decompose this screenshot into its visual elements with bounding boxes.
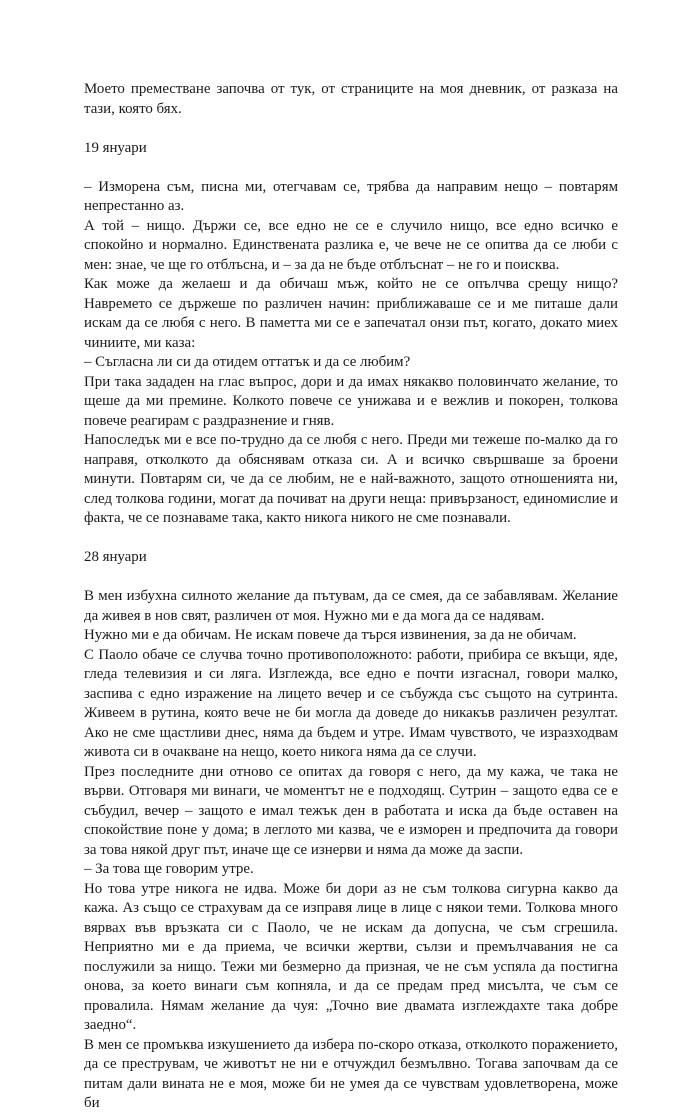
paragraph: В мен избухна силното желание да пътувам, да се смея, да се забавлявам. Желание да живея в нов свят, различен от моя. Нужно ми е да мога да се надявам. <box>84 588 618 624</box>
paragraph: А той – нищо. Държи се, все едно не се е случило нищо, все едно всичко е спокойно и нормално. Единствената разлика е, че вече не се опитва да се люби с мен: знае, че ще го отблъсна, и – за да не бъде отблъснат – не го и поисква. <box>84 217 618 273</box>
entry-date: 28 януари <box>84 549 147 565</box>
paragraph: Как може да желаеш и да обичаш мъж, който не се опълчва срещу нищо? Навремето се държеше по различен начин: приближаваше се и ме питаше дали искам да се любя с него. В паметта ми се е запечатал онзи път, когато, докато миех чиниите, ми каза: <box>84 276 618 351</box>
paragraph: При така зададен на глас въпрос, дори и да имах някакво половинчато желание, то щеше да ми премине. Колкото повече се унижава и е вежлив и покорен, толкова повече реагирам с раздразнение и гняв. <box>84 373 618 429</box>
paragraph: – Съгласна ли си да отидем оттатък и да се любим? <box>84 354 411 370</box>
paragraph: – Изморена съм, писна ми, отегчавам се, трябва да направим нещо – повтарям непрестанно аз. <box>84 178 618 214</box>
paragraph: – За това ще говорим утре. <box>84 861 254 877</box>
document-page <box>84 80 618 1114</box>
paragraph: С Паоло обаче се случва точно противоположното: работи, прибира се вкъщи, яде, гледа телевизия и си ляга. Изглежда, все едно е почти изгаснал, говори малко, заспива с едно изражение на лицето вечер и се събужда със същото на сутринта. Живеем в рутина, която вече не би могла да доведе до никакъв различен резултат. Ако не сме щастливи днес, няма да бъдем и утре. Имам чувството, че изразходвам живота си в очакване на нещо, което никога няма да се случи. <box>84 646 618 760</box>
paragraph: Нужно ми е да обичам. Не искам повече да търся извинения, за да не обичам. <box>84 627 577 643</box>
entry-date: 19 януари <box>84 139 147 156</box>
paragraph: Напоследък ми е все по-трудно да се любя с него. Преди ми тежеше по-малко да го направя, отколкото да обяснявам отказа си. А и всичко свършваше за броени минути. Повтарям си, че да се любим, не е най-важното, защото отношенията ни, след толкова години, могат да почиват на други неща: привързаност, единомислие и факта, че се познаваме така, както никога никого не сме познавали. <box>84 432 618 526</box>
paragraph: Но това утре никога не идва. Може би дори аз не съм толкова сигурна какво да кажа. Аз също се страхувам да се изправя лице в лице с някои теми. Толкова много вярвах във връзката си с Паоло, че не искам да допусна, че съм сгрешила. Неприятно ми е да приема, че всички жертви, сълзи и премълчавания не са послужили за нищо. Тежи ми безмерно да призная, че не съм успяла да постигна онова, за което винаги съм копняла, и да се предам пред мисълта, че съм се провалила. Нямам желание да чуя: „Точно вие двамата изглеждахте така добре заедно“. <box>84 880 618 1033</box>
paragraph: През последните дни отново се опитах да говоря с него, да му кажа, че така не върви. Отговаря ми винаги, че моментът не е подходящ. Сутрин – защото едва се е събудил, вечер – защото е имал тежък ден в работата и иска да бъде оставен на спокойствие поне у дома; в леглото ми казва, че е изморен и предпочита да говори за това някой друг път, иначе ще се изнерви и няма да може да заспи. <box>84 763 618 858</box>
paragraph: В мен се промъква изкушението да избера по-скоро отказа, отколкото поражението, да се преструвам, че животът не ни е отчуждил безмълвно. Тогава започвам да се питам дали вината не е моя, може би не умея да се чувствам удовлетворена, може би <box>84 1036 618 1111</box>
intro-paragraph: Моето преместване започва от тук, от страниците на моя дневник, от разказа на тази, която бях. <box>84 81 618 117</box>
